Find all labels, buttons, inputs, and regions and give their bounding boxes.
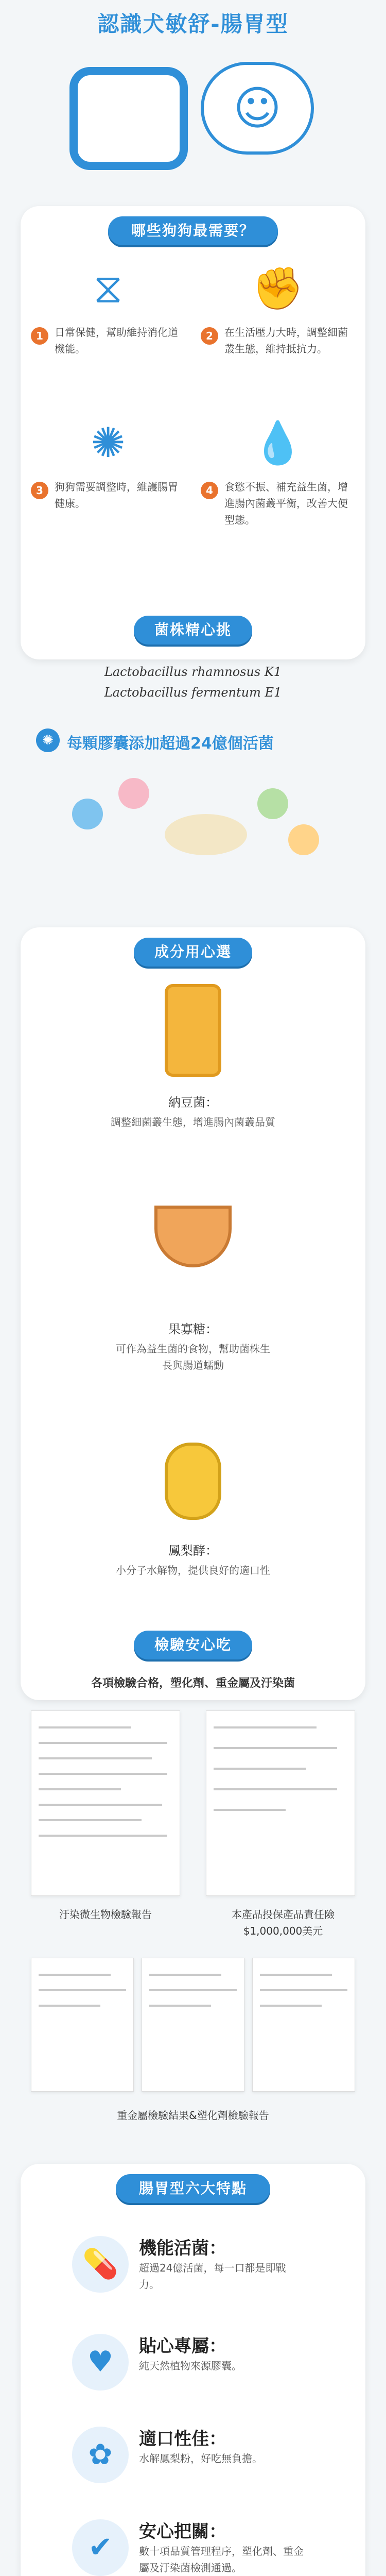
heart-icon: ♥ <box>72 2334 129 2391</box>
why-title: 哪些狗狗最需要？ <box>108 216 278 245</box>
ingredients-title-wrap <box>0 938 386 967</box>
powder-illustration <box>0 768 386 881</box>
metal-report <box>31 1958 134 2092</box>
ingredient-item <box>0 979 386 1164</box>
inspection-report <box>31 1710 180 1896</box>
why-item <box>201 260 355 389</box>
intestine-icon: ⧖ <box>93 264 123 312</box>
pineapple-icon: ✿ <box>72 2427 129 2483</box>
item-text: 食慾不振、補充益生菌，增進腸內菌叢平衡，改善大便型態。 <box>224 481 348 526</box>
why-item <box>201 415 355 544</box>
inspection-title: 檢驗安心吃 <box>134 1631 252 1659</box>
smile-icon <box>118 778 149 809</box>
feature-desc: 數十項品質管理程序，塑化劑、重金屬及汙染菌檢測通過。 <box>139 2545 304 2574</box>
smile-icon <box>288 824 319 855</box>
ingredient-name: 果寡糖： <box>168 1322 218 1336</box>
strain-name: Lactobacillus fermentum E1 <box>104 685 282 700</box>
strains-title: 菌株精心挑 <box>134 616 252 645</box>
feature-item <box>72 2231 340 2308</box>
ingredients-title: 成分用心選 <box>134 938 252 967</box>
water-drop-icon: 💧 <box>252 419 304 467</box>
feature-desc: 超過24億活菌，每一口都是即戰力。 <box>139 2262 286 2291</box>
powder-icon <box>165 814 247 855</box>
item-text: 狗狗需要調整時，維護腸胃健康。 <box>55 481 178 510</box>
hero-illustration <box>0 46 386 196</box>
capsule-icon: 💊 <box>72 2236 129 2293</box>
noodles-icon <box>154 1206 232 1267</box>
ingredient-item <box>0 1195 386 1412</box>
feature-title: 機能活菌： <box>139 2238 226 2259</box>
header <box>0 0 386 36</box>
inspection-subtitle: 各項檢驗合格，塑化劑、重金屬及汙染菌 <box>91 1677 295 1690</box>
feature-item <box>72 2421 340 2499</box>
inspection-caption: 本產品投保產品責任險$1,000,000美元 <box>232 1908 335 1937</box>
item-number: 4 <box>201 482 218 499</box>
feature-desc: 純天然植物來源膠囊。 <box>139 2360 242 2372</box>
strains-list <box>0 665 386 700</box>
ingredient-desc: 可作為益生菌的食物，幫助菌株生長與腸道蠕動 <box>116 1343 270 1371</box>
metal-report <box>142 1958 244 2092</box>
shield-check-icon: ✔ <box>72 2519 129 2576</box>
pineapple-icon <box>165 1443 221 1520</box>
feature-title: 安心把關： <box>139 2521 226 2542</box>
inspection-caption-wrap <box>0 2107 386 2122</box>
insurance-certificate <box>206 1710 355 1896</box>
item-number: 2 <box>201 327 218 345</box>
dog-mascot-icon: ☺ <box>201 62 314 155</box>
why-item <box>31 415 185 544</box>
ingredient-desc: 小分子水解物，提供良好的適口性 <box>116 1564 270 1577</box>
strain-name: Lactobacillus rhamnosus K1 <box>104 665 282 679</box>
strength-icon: ✊ <box>252 264 304 312</box>
feature-title: 貼心專屬： <box>139 2336 226 2357</box>
strain-badge-text: 每顆膠囊添加超過24億個活菌 <box>67 735 274 753</box>
inspection-caption: 重金屬檢驗結果&塑化劑檢驗報告 <box>117 2109 269 2122</box>
intestine-icon <box>69 67 188 170</box>
item-number: 1 <box>31 327 48 345</box>
why-item <box>31 260 185 389</box>
features-title: 腸胃型六大特點 <box>116 2174 270 2203</box>
item-text: 日常保健，幫助維持消化道機能。 <box>55 326 178 355</box>
strain-badge <box>0 726 386 757</box>
item-text: 在生活壓力大時，調整細菌叢生態，維持抵抗力。 <box>224 326 348 355</box>
ingredient-desc: 調整細菌叢生態，增進腸內菌叢品質 <box>111 1116 275 1128</box>
bacteria-icon: ✺ <box>91 419 126 467</box>
ingredient-name: 鳳梨酵： <box>168 1544 218 1558</box>
features-title-wrap <box>0 2174 386 2203</box>
why-title-wrap <box>0 216 386 245</box>
feature-desc: 水解鳳梨粉，好吃無負擔。 <box>139 2452 262 2465</box>
bottle-icon <box>165 984 221 1077</box>
feature-item <box>72 2514 340 2576</box>
page-title: 認識犬敏舒-腸胃型 <box>97 11 289 37</box>
inspection-title-wrap <box>0 1631 386 1659</box>
ingredient-item <box>0 1422 386 1628</box>
bacteria-icon: ✺ <box>36 728 60 752</box>
inspection-caption: 汙染微生物檢驗報告 <box>59 1908 152 1921</box>
feature-item <box>72 2329 340 2406</box>
plasticizer-report <box>252 1958 355 2092</box>
smile-icon <box>72 799 103 829</box>
ingredient-name: 納豆菌： <box>168 1095 218 1110</box>
strains-title-wrap <box>0 616 386 645</box>
smile-icon <box>257 788 288 819</box>
feature-title: 適口性佳： <box>139 2429 226 2449</box>
item-number: 3 <box>31 482 48 499</box>
inspection-subtitle-wrap <box>0 1674 386 1690</box>
